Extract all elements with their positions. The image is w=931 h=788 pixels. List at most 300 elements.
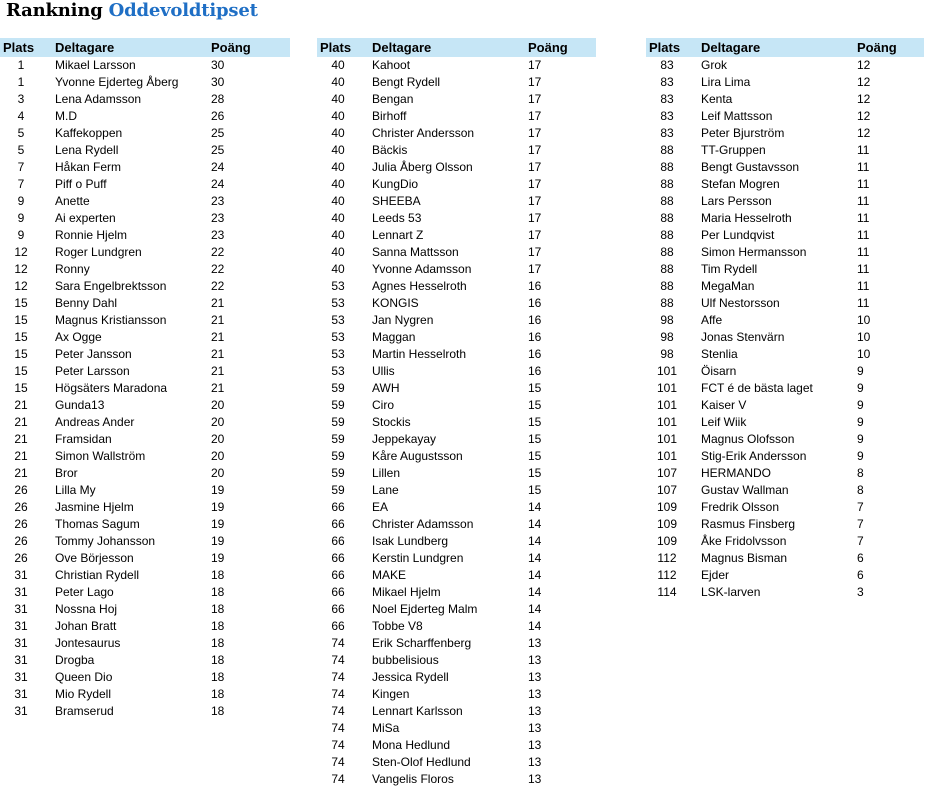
table-row bbox=[0, 210, 290, 227]
rank-cell: 21 bbox=[14, 432, 28, 446]
points-cell: 16 bbox=[528, 296, 542, 310]
participant-cell: Peter Larsson bbox=[55, 364, 130, 378]
table-row bbox=[646, 584, 924, 601]
points-cell: 23 bbox=[211, 228, 225, 242]
rank-cell: 66 bbox=[331, 534, 345, 548]
points-cell: 24 bbox=[211, 177, 225, 191]
points-cell: 17 bbox=[528, 109, 542, 123]
rank-cell: 40 bbox=[331, 211, 345, 225]
points-cell: 18 bbox=[211, 619, 225, 633]
participant-cell: bubbelisious bbox=[372, 653, 439, 667]
points-cell: 12 bbox=[857, 126, 871, 140]
points-cell: 25 bbox=[211, 143, 225, 157]
participant-cell: Tommy Johansson bbox=[55, 534, 156, 548]
rank-cell: 31 bbox=[14, 653, 28, 667]
participant-cell: Mikael Hjelm bbox=[372, 585, 441, 599]
table-row bbox=[317, 448, 596, 465]
rank-cell: 109 bbox=[656, 534, 678, 548]
participant-cell: Öisarn bbox=[701, 364, 737, 378]
points-cell: 20 bbox=[211, 449, 225, 463]
rank-cell: 31 bbox=[14, 585, 28, 599]
points-cell: 15 bbox=[528, 381, 542, 395]
participant-cell: Johan Bratt bbox=[55, 619, 117, 633]
points-cell: 17 bbox=[528, 160, 542, 174]
table-row bbox=[0, 91, 290, 108]
participant-cell: Bäckis bbox=[372, 143, 408, 157]
table-row bbox=[0, 601, 290, 618]
table-row bbox=[0, 533, 290, 550]
points-cell: 13 bbox=[528, 738, 542, 752]
participant-cell: Magnus Kristiansson bbox=[55, 313, 167, 327]
participant-cell: Drogba bbox=[55, 653, 95, 667]
rank-cell: 31 bbox=[14, 602, 28, 616]
points-cell: 20 bbox=[211, 398, 225, 412]
participant-cell: MegaMan bbox=[701, 279, 755, 293]
table-row bbox=[646, 380, 924, 397]
table-row bbox=[317, 533, 596, 550]
participant-cell: Benny Dahl bbox=[55, 296, 118, 310]
table-row bbox=[317, 91, 596, 108]
participant-cell: Simon Wallström bbox=[55, 449, 146, 463]
points-cell: 11 bbox=[857, 143, 870, 157]
participant-cell: MAKE bbox=[372, 568, 407, 582]
points-cell: 9 bbox=[857, 432, 864, 446]
rank-cell: 74 bbox=[331, 738, 345, 752]
rank-cell: 101 bbox=[656, 449, 678, 463]
rank-cell: 40 bbox=[331, 228, 345, 242]
table-row bbox=[646, 193, 924, 210]
participant-cell: Thomas Sagum bbox=[55, 517, 140, 531]
rank-cell: 59 bbox=[331, 415, 345, 429]
points-cell: 7 bbox=[857, 534, 864, 548]
table-row bbox=[317, 652, 596, 669]
points-cell: 17 bbox=[528, 75, 542, 89]
rank-cell: 112 bbox=[657, 568, 677, 582]
points-cell: 12 bbox=[857, 92, 871, 106]
points-cell: 17 bbox=[528, 92, 542, 106]
participant-cell: Nossna Hoj bbox=[55, 602, 118, 616]
table-row bbox=[0, 516, 290, 533]
table-row bbox=[0, 244, 290, 261]
points-cell: 14 bbox=[528, 602, 542, 616]
points-cell: 13 bbox=[528, 772, 542, 786]
participant-cell: Stenlia bbox=[701, 347, 738, 361]
points-cell: 14 bbox=[528, 517, 542, 531]
rank-cell: 101 bbox=[656, 364, 678, 378]
points-cell: 21 bbox=[211, 364, 225, 378]
participant-cell: Jontesaurus bbox=[55, 636, 121, 650]
table-row bbox=[646, 227, 924, 244]
points-cell: 22 bbox=[211, 245, 225, 259]
header-deltagare: Deltagare bbox=[55, 40, 115, 55]
participant-cell: Magnus Olofsson bbox=[701, 432, 795, 446]
table-row bbox=[646, 499, 924, 516]
rank-cell: 88 bbox=[660, 245, 674, 259]
table-row bbox=[646, 414, 924, 431]
participant-cell: Yvonne Ejderteg Åberg bbox=[55, 75, 179, 89]
table-row bbox=[317, 312, 596, 329]
points-cell: 18 bbox=[211, 670, 225, 684]
rank-cell: 101 bbox=[656, 381, 678, 395]
points-cell: 17 bbox=[528, 126, 542, 140]
table-row bbox=[0, 499, 290, 516]
table-row bbox=[0, 618, 290, 635]
table-row bbox=[0, 363, 290, 380]
table-row bbox=[0, 108, 290, 125]
participant-cell: Åke Fridolvsson bbox=[701, 534, 787, 548]
participant-cell: Peter Lago bbox=[55, 585, 114, 599]
rank-cell: 12 bbox=[14, 262, 28, 276]
table-row bbox=[317, 278, 596, 295]
rank-cell: 53 bbox=[331, 313, 345, 327]
header-plats: Plats bbox=[649, 40, 681, 55]
points-cell: 8 bbox=[857, 483, 864, 497]
table-row bbox=[646, 533, 924, 550]
points-cell: 19 bbox=[211, 534, 225, 548]
participant-cell: Bengt Gustavsson bbox=[701, 160, 800, 174]
participant-cell: Framsidan bbox=[55, 432, 112, 446]
participant-cell: Christer Adamsson bbox=[372, 517, 474, 531]
rank-cell: 66 bbox=[331, 602, 345, 616]
table-row bbox=[317, 57, 596, 74]
table-row bbox=[317, 482, 596, 499]
table-row bbox=[646, 295, 924, 312]
participant-cell: Bror bbox=[55, 466, 78, 480]
points-cell: 18 bbox=[211, 636, 225, 650]
table-row bbox=[317, 550, 596, 567]
table-row bbox=[0, 159, 290, 176]
rank-cell: 53 bbox=[331, 330, 345, 344]
table-row bbox=[646, 108, 924, 125]
participant-cell: Andreas Ander bbox=[55, 415, 135, 429]
participant-cell: EA bbox=[372, 500, 389, 514]
participant-cell: Högsäters Maradona bbox=[55, 381, 168, 395]
table-row bbox=[646, 74, 924, 91]
participant-cell: Lennart Z bbox=[372, 228, 424, 242]
table-row bbox=[317, 346, 596, 363]
rank-cell: 88 bbox=[660, 279, 674, 293]
rank-cell: 101 bbox=[656, 415, 678, 429]
participant-cell: Mio Rydell bbox=[55, 687, 112, 701]
header-poang: Poäng bbox=[528, 40, 568, 55]
table-row bbox=[317, 193, 596, 210]
participant-cell: Maria Hesselroth bbox=[701, 211, 792, 225]
points-cell: 14 bbox=[528, 585, 542, 599]
points-cell: 7 bbox=[857, 517, 864, 531]
rank-cell: 74 bbox=[331, 755, 345, 769]
rank-cell: 40 bbox=[331, 177, 345, 191]
points-cell: 16 bbox=[528, 347, 542, 361]
rank-cell: 107 bbox=[656, 483, 678, 497]
points-cell: 15 bbox=[528, 449, 542, 463]
table-row bbox=[646, 448, 924, 465]
table-row bbox=[317, 737, 596, 754]
participant-cell: Roger Lundgren bbox=[55, 245, 142, 259]
participant-cell: Per Lundqvist bbox=[701, 228, 775, 242]
rank-cell: 74 bbox=[331, 772, 345, 786]
rank-cell: 83 bbox=[660, 126, 674, 140]
table-row bbox=[317, 74, 596, 91]
table-row bbox=[317, 227, 596, 244]
rank-cell: 40 bbox=[331, 245, 345, 259]
table-header bbox=[0, 38, 290, 57]
participant-cell: Sara Engelbrektsson bbox=[55, 279, 167, 293]
participant-cell: LSK-larven bbox=[701, 585, 761, 599]
rank-cell: 59 bbox=[331, 398, 345, 412]
participant-cell: Anette bbox=[55, 194, 90, 208]
points-cell: 18 bbox=[211, 568, 225, 582]
rank-cell: 21 bbox=[14, 415, 28, 429]
table-row bbox=[646, 261, 924, 278]
table-row bbox=[0, 74, 290, 91]
table-row bbox=[317, 635, 596, 652]
table-row bbox=[646, 329, 924, 346]
points-cell: 23 bbox=[211, 211, 225, 225]
participant-cell: AWH bbox=[372, 381, 400, 395]
rank-cell: 21 bbox=[14, 398, 28, 412]
rank-cell: 53 bbox=[331, 296, 345, 310]
participant-cell: Ciro bbox=[372, 398, 395, 412]
table-row bbox=[646, 125, 924, 142]
rank-cell: 59 bbox=[331, 483, 345, 497]
rank-cell: 74 bbox=[331, 670, 345, 684]
rank-cell: 59 bbox=[331, 432, 345, 446]
rank-cell: 26 bbox=[14, 534, 28, 548]
table-row bbox=[317, 669, 596, 686]
table-header bbox=[646, 38, 924, 57]
table-row bbox=[0, 125, 290, 142]
table-row bbox=[0, 431, 290, 448]
rank-cell: 88 bbox=[660, 160, 674, 174]
table-row bbox=[317, 499, 596, 516]
participant-cell: Stockis bbox=[372, 415, 411, 429]
rank-cell: 40 bbox=[331, 143, 345, 157]
participant-cell: Grok bbox=[701, 58, 728, 72]
rank-cell: 4 bbox=[17, 109, 25, 123]
points-cell: 14 bbox=[528, 551, 542, 565]
points-cell: 14 bbox=[528, 500, 542, 514]
table-row bbox=[0, 448, 290, 465]
points-cell: 13 bbox=[528, 704, 542, 718]
rank-cell: 1 bbox=[17, 75, 25, 89]
participant-cell: Lena Rydell bbox=[55, 143, 119, 157]
points-cell: 19 bbox=[211, 551, 225, 565]
points-cell: 12 bbox=[857, 58, 871, 72]
page-title bbox=[6, 0, 258, 23]
points-cell: 25 bbox=[211, 126, 225, 140]
rank-cell: 107 bbox=[656, 466, 678, 480]
points-cell: 9 bbox=[857, 398, 864, 412]
points-cell: 10 bbox=[857, 347, 871, 361]
ranking-table-1 bbox=[0, 38, 290, 720]
points-cell: 15 bbox=[528, 432, 542, 446]
header-poang: Poäng bbox=[857, 40, 897, 55]
table-row bbox=[0, 686, 290, 703]
rank-cell: 40 bbox=[331, 75, 345, 89]
points-cell: 21 bbox=[211, 381, 225, 395]
rank-cell: 66 bbox=[331, 568, 345, 582]
participant-cell: Lane bbox=[372, 483, 399, 497]
table-row bbox=[0, 482, 290, 499]
points-cell: 17 bbox=[528, 211, 542, 225]
table-row bbox=[317, 465, 596, 482]
rank-cell: 26 bbox=[14, 500, 28, 514]
points-cell: 15 bbox=[528, 398, 542, 412]
points-cell: 28 bbox=[211, 92, 225, 106]
table-row bbox=[317, 720, 596, 737]
participant-cell: Lira Lima bbox=[701, 75, 751, 89]
rank-cell: 66 bbox=[331, 619, 345, 633]
table-row bbox=[0, 227, 290, 244]
points-cell: 11 bbox=[857, 296, 870, 310]
table-row bbox=[317, 431, 596, 448]
rank-cell: 88 bbox=[660, 228, 674, 242]
participant-cell: Simon Hermansson bbox=[701, 245, 807, 259]
rank-cell: 5 bbox=[17, 143, 25, 157]
rank-cell: 74 bbox=[331, 636, 345, 650]
table-row bbox=[0, 669, 290, 686]
header-deltagare: Deltagare bbox=[701, 40, 761, 55]
rank-cell: 74 bbox=[331, 687, 345, 701]
points-cell: 22 bbox=[211, 262, 225, 276]
participant-cell: Bengt Rydell bbox=[372, 75, 441, 89]
points-cell: 30 bbox=[211, 75, 225, 89]
rank-cell: 98 bbox=[660, 347, 674, 361]
points-cell: 14 bbox=[528, 619, 542, 633]
points-cell: 15 bbox=[528, 415, 542, 429]
participant-cell: HERMANDO bbox=[701, 466, 772, 480]
table-row bbox=[317, 397, 596, 414]
table-row bbox=[0, 397, 290, 414]
rank-cell: 21 bbox=[14, 466, 28, 480]
rank-cell: 40 bbox=[331, 262, 345, 276]
points-cell: 9 bbox=[857, 449, 864, 463]
points-cell: 18 bbox=[211, 602, 225, 616]
points-cell: 16 bbox=[528, 313, 542, 327]
table-row bbox=[646, 210, 924, 227]
table-row bbox=[0, 295, 290, 312]
table-row bbox=[317, 125, 596, 142]
rank-cell: 15 bbox=[14, 296, 28, 310]
table-row bbox=[0, 312, 290, 329]
participant-cell: Lillen bbox=[372, 466, 401, 480]
rank-cell: 66 bbox=[331, 500, 345, 514]
rank-cell: 59 bbox=[331, 449, 345, 463]
participant-cell: Yvonne Adamsson bbox=[372, 262, 472, 276]
points-cell: 8 bbox=[857, 466, 864, 480]
rank-cell: 114 bbox=[657, 585, 677, 599]
rank-cell: 40 bbox=[331, 194, 345, 208]
rank-cell: 88 bbox=[660, 262, 674, 276]
points-cell: 20 bbox=[211, 432, 225, 446]
participant-cell: Queen Dio bbox=[55, 670, 113, 684]
participant-cell: Mikael Larsson bbox=[55, 58, 136, 72]
points-cell: 13 bbox=[528, 653, 542, 667]
participant-cell: Birhoff bbox=[372, 109, 407, 123]
points-cell: 6 bbox=[857, 551, 864, 565]
rank-cell: 7 bbox=[17, 177, 25, 191]
participant-cell: Erik Scharffenberg bbox=[372, 636, 472, 650]
table-header bbox=[317, 38, 596, 57]
participant-cell: Ulf Nestorsson bbox=[701, 296, 780, 310]
points-cell: 13 bbox=[528, 755, 542, 769]
participant-cell: Bengan bbox=[372, 92, 414, 106]
header-deltagare: Deltagare bbox=[372, 40, 432, 55]
rank-cell: 12 bbox=[14, 279, 28, 293]
rank-cell: 53 bbox=[331, 364, 345, 378]
table-row bbox=[317, 108, 596, 125]
participant-cell: Vangelis Floros bbox=[372, 772, 454, 786]
rank-cell: 53 bbox=[331, 347, 345, 361]
participant-cell: Rasmus Finsberg bbox=[701, 517, 796, 531]
title-accent: Oddevoldtipset bbox=[108, 0, 258, 21]
rank-cell: 40 bbox=[331, 92, 345, 106]
points-cell: 13 bbox=[528, 721, 542, 735]
rank-cell: 83 bbox=[660, 109, 674, 123]
points-cell: 17 bbox=[528, 262, 542, 276]
points-cell: 21 bbox=[211, 347, 225, 361]
table-row bbox=[0, 652, 290, 669]
points-cell: 30 bbox=[211, 58, 225, 72]
table-row bbox=[317, 686, 596, 703]
points-cell: 18 bbox=[211, 687, 225, 701]
points-cell: 6 bbox=[857, 568, 864, 582]
points-cell: 24 bbox=[211, 160, 225, 174]
participant-cell: Ronny bbox=[55, 262, 90, 276]
participant-cell: Kahoot bbox=[372, 58, 411, 72]
rank-cell: 15 bbox=[14, 381, 28, 395]
rank-cell: 9 bbox=[17, 194, 25, 208]
participant-cell: KONGIS bbox=[372, 296, 419, 310]
rank-cell: 31 bbox=[14, 568, 28, 582]
points-cell: 17 bbox=[528, 143, 542, 157]
points-cell: 12 bbox=[857, 75, 871, 89]
rank-cell: 26 bbox=[14, 483, 28, 497]
points-cell: 19 bbox=[211, 483, 225, 497]
points-cell: 15 bbox=[528, 483, 542, 497]
participant-cell: Kaiser V bbox=[701, 398, 747, 412]
points-cell: 13 bbox=[528, 636, 542, 650]
participant-cell: TT-Gruppen bbox=[701, 143, 766, 157]
rank-cell: 15 bbox=[14, 330, 28, 344]
participant-cell: Noel Ejderteg Malm bbox=[372, 602, 478, 616]
points-cell: 21 bbox=[211, 296, 225, 310]
participant-cell: Sanna Mattsson bbox=[372, 245, 459, 259]
header-poang: Poäng bbox=[211, 40, 251, 55]
table-row bbox=[646, 91, 924, 108]
participant-cell: Kerstin Lundgren bbox=[372, 551, 464, 565]
rank-cell: 74 bbox=[331, 704, 345, 718]
participant-cell: Leif Wiik bbox=[701, 415, 747, 429]
rank-cell: 12 bbox=[14, 245, 28, 259]
rank-cell: 7 bbox=[17, 160, 25, 174]
participant-cell: Ai experten bbox=[55, 211, 116, 225]
table-row bbox=[646, 57, 924, 74]
participant-cell: Peter Bjurström bbox=[701, 126, 785, 140]
rank-cell: 98 bbox=[660, 330, 674, 344]
participant-cell: Christer Andersson bbox=[372, 126, 475, 140]
participant-cell: KungDio bbox=[372, 177, 419, 191]
participant-cell: Leeds 53 bbox=[372, 211, 422, 225]
rank-cell: 88 bbox=[660, 177, 674, 191]
rank-cell: 83 bbox=[660, 58, 674, 72]
points-cell: 20 bbox=[211, 466, 225, 480]
participant-cell: Lena Adamsson bbox=[55, 92, 142, 106]
table-row bbox=[646, 159, 924, 176]
table-row bbox=[0, 176, 290, 193]
points-cell: 17 bbox=[528, 58, 542, 72]
table-row bbox=[317, 584, 596, 601]
